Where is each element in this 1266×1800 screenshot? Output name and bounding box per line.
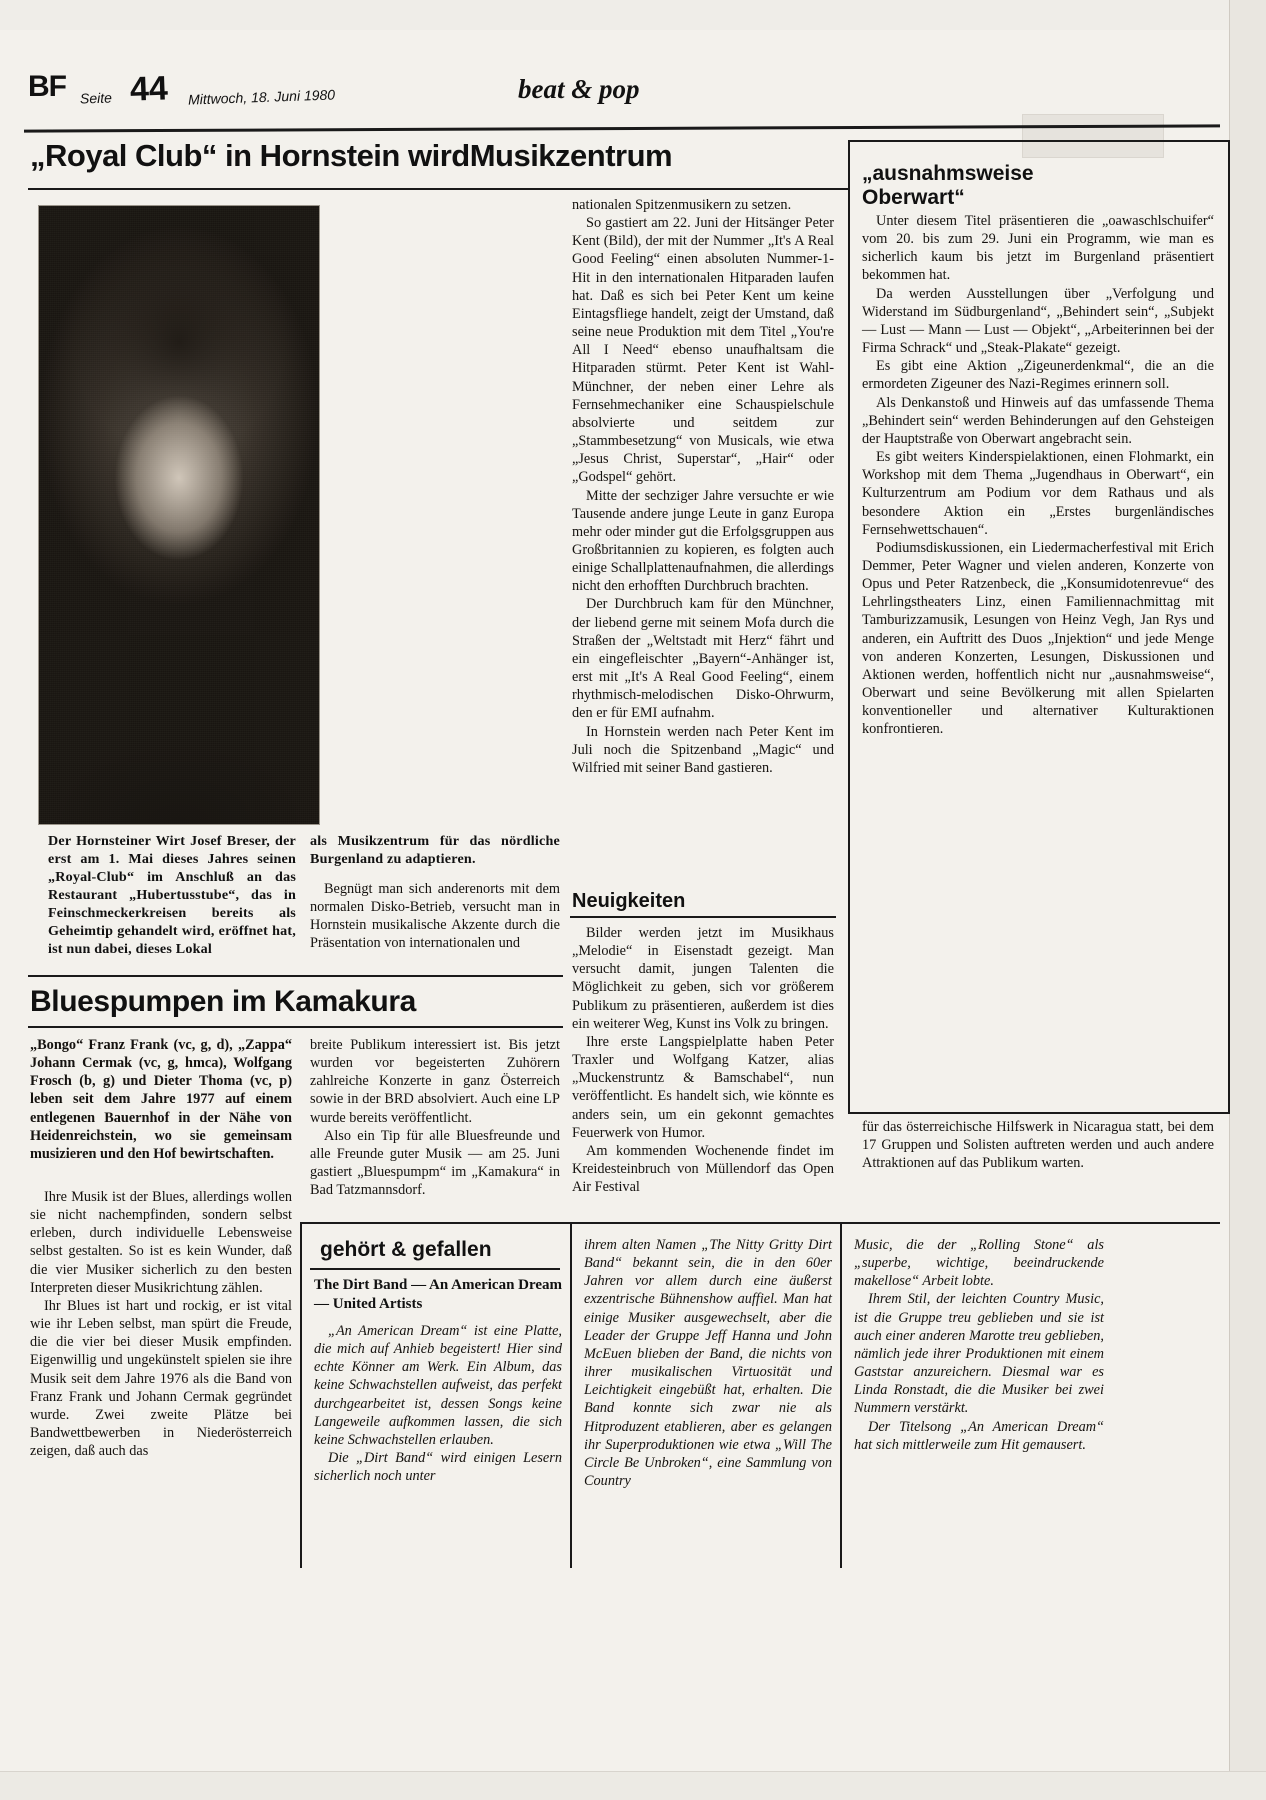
blues-col1-body [30,1188,292,1460]
page-right-margin [1229,0,1266,1800]
paragraph: Der Durchbruch kam für den Münchner, der liebend gerne mit seinem Mofa durch die Straßen der „Weltstadt mit Herz“ fährt und ein eingefleischter „Bayern“-Anhänger ist, erst mit „It's A Real Good Feeling“, einem rhythmisch-melodischen Disko-Ohrwurm, den er für EMI aufnahm. [572,596,834,722]
photo-grain-overlay [39,206,319,824]
paragraph: So gastiert am 22. Juni der Hitsänger Peter Kent (Bild), der mit der Nummer „It's A Real Good Feeling“ einen absoluten Nummer-1-Hit in den internationalen Hitparaden laufen hat. Daß es sich bei Peter Kent um keine Eintagsfliege handelt, zeigt der Umstand, daß seine neue Produktion mit dem Titel „You're All I Need“ ebenso unaufhaltsam die Hitparaden stürmt. Peter Kent ist Wahl-Münchner, der neben einer Lehre als Fernsehmechaniker eine Schauspielschule absolvierte und seitdem zur „Stammbesetzung“ von Musicals, wie etwa „Jesus Christ, Superstar“, „Hair“ oder „Godspel“ gehört. [572,215,834,486]
paragraph: ihrem alten Namen „The Nitty Gritty Dirt Band“ bekannt sein, die in den 60er Jahren vor allem durch eine äußerst exzentrische Bühnenshow auffiel. Man hat einige Musiker ausgewechselt, aber die Leader der Gruppe Jeff Hanna und John McEuen blieben der Band, die nichts von ihrer musikalischen Virtuosität und Leichtigkeit eingebüßt hat, erhalten. Die Band konnte sich zwar nie als Hitproduzent etablieren, aber es gelangen ihr Superproduktionen wie etwa „Will The Circle Be Unbroken“, eine Sammlung von Country [584,1237,832,1490]
paragraph: Die „Dirt Band“ wird einigen Lesern sicherlich noch unter [314,1450,562,1485]
main-article-col1 [310,880,560,953]
paragraph: Podiumsdiskussionen, ein Liedermacherfestival mit Erich Demmer, Peter Wagner und vielen anderen, Konzerte von Opus und Peter Ratzenbeck, die „Konsumidotenrevue“ des Lehrlingstheaters Linz, einen Familiennachmittag mit Tamburizzamusik, Lesungen von Heinz Vegh, Jan Rys und anderen, ein Auftritt des Duos „Injektion“ und jede Menge von anderen Konzerten, Lesungen, Diskussionen und Aktionen werden, hoffentlich nicht nur „ausnahmsweise“, Oberwart und seine Bevölkerung mit allen Spielarten konventioneller und alternativer Kulturaktionen konfrontieren. [862,539,1214,738]
review-col1 [314,1322,562,1485]
main-headline: „Royal Club“ in Hornstein wirdMusikzentrum [30,138,673,173]
review-divider-1 [570,1222,572,1568]
paragraph: Als Denkanstoß und Hinweis auf das umfassende Thema „Behindert sein“ werden Behinderungen auf den Gehsteigen der Hauptstraße von Oberwart angebracht sein. [862,394,1214,447]
paragraph: Da werden Ausstellungen über „Verfolgung und Widerstand im Südburgenland“, „Behindert sein“, „Subjekt — Lust — Mann — Lust — Objekt“, „Arbeiterinnen bei der Firma Schrack“ und „Steak-Plakate“ gezeigt. [862,285,1214,357]
paragraph: Ihre Musik ist der Blues, allerdings wollen sie nicht nachempfinden, sondern selbst erleben, durch individuelle Lebensweise selbst gestalten. So ist es kein Wunder, daß die vier Musiker sicherlich zu den besten Interpreten dieser Musikrichtung zählen. [30,1189,292,1296]
paragraph: In Hornstein werden nach Peter Kent im Juli noch die Spitzenband „Magic“ und Wilfried mit seiner Band gastieren. [572,723,834,776]
paragraph: Unter diesem Titel präsentieren die „oawaschlschuifer“ vom 20. bis zum 29. Juni ein Programm, wie man es sicherlich kaum bis jetzt im Burgenland präsentiert bekommen hat. [862,213,1214,284]
neuigkeiten-headline: Neuigkeiten [572,890,686,912]
oberwart-headline: „ausnahmsweise Oberwart“ [862,162,1034,209]
blues-headline-rule-top [28,975,563,977]
page-top-margin [0,0,1266,30]
oberwart-body [862,212,1214,739]
review-title-rule [310,1268,560,1270]
paragraph: Der Titelsong „An American Dream“ hat sich mittlerweile zum Hit gemausert. [854,1418,1104,1453]
paragraph: Es gibt eine Aktion „Zigeunerdenkmal“, die an die ermordeten Zigeuner des Nazi-Regimes erinnern soll. [862,358,1214,393]
paragraph: Begnügt man sich anderenorts mit dem normalen Disko-Betrieb, versucht man in Hornstein musikalische Akzente durch die Präsentation von internationalen und [310,881,560,952]
blues-col1-lead [30,1036,292,1163]
blues-col2 [310,1036,560,1199]
review-col2 [584,1236,832,1490]
photo-caption-part1: Der Hornsteiner Wirt Josef Breser, der erst am 1. Mai dieses Jahres seinen „Royal-Club“ im Anschluß an das Restaurant „Hubertusstube“, das in Feinschmeckerkreisen bereits als Geheimtip gehandelt wird, eröffnet hat, ist nun dabei, dieses Lokal [48,833,296,958]
paragraph: Es gibt weiters Kinderspielaktionen, einen Flohmarkt, ein Workshop mit dem Thema „Jugendhaus in Oberwart“, ein Kulturzentrum am Podium vor dem Rathaus und als besondere Aktion ein „Erstes burgenländisches Fernsehwettschauen“. [862,449,1214,538]
page-bottom-margin [0,1771,1266,1800]
publication-logo: BF [28,70,66,103]
paragraph: „Bongo“ Franz Frank (vc, g, d), „Zappa“ Johann Cermak (vc, g, hmca), Wolfgang Frosch (b, g) und Dieter Thoma (vc, p) leben seit dem Jahre 1977 auf einem entlegenen Bauernhof in der Nähe von Heidenreichstein, wo sie gemeinsam musizieren und den Hof bewirtschaften. [30,1037,292,1162]
headline-underline [28,188,848,190]
paragraph: Mitte der sechziger Jahre versuchte er wie Tausende andere junge Leute in ganz Europa mehr oder minder gut die Erfolgsgruppen aus Großbritannien zu kopieren, es folgten auch einige Schallplattenaufnahmen, die allerdings nicht den erhofften Durchbruch brachten. [572,487,834,595]
main-article-col2 [572,196,834,777]
paragraph: Ihr Blues ist hart und rockig, er ist vital wie ihr Leben selbst, man spürt die Freude, die die vier bei dieser Musik empfinden. Eigenwillig und ungekünstelt spielen sie ihre Musik seit dem Jahre 1976 als die Band von Franz Frank und Johann Cermak gegründet wurde. Zwei zweite Plätze bei Bandwettbewerben in Niederösterreich zeigen, daß auch das [30,1297,292,1460]
paragraph: Ihrem Stil, der leichten Country Music, ist die Gruppe treu geblieben und sie ist auch einer anderen Marotte treu geblieben, nämlich jede ihrer Produktionen mit einem Gaststar anzureichern. Diesmal war es Linda Ronstadt, die die Musiker bei zwei Nummern verstärkt. [854,1291,1104,1417]
paragraph: Am kommenden Wochenende findet im Kreidesteinbruch von Müllendorf das Open Air Festival [572,1142,834,1196]
blues-headline: Bluespumpen im Kamakura [30,985,416,1018]
masthead [28,62,1218,124]
neuigkeiten-body [572,924,834,1196]
review-box-left-rule [300,1222,302,1568]
neuigkeiten-rule [570,916,836,918]
paragraph: breite Publikum interessiert ist. Bis jetzt wurden vor begeisterten Zuhörern zahlreiche Konzerte in ganz Österreich sowie in der BRD absolviert. Auch eine LP wurde bereits veröffentlicht. [310,1037,560,1126]
blues-headline-rule-bottom [28,1026,563,1028]
paragraph: Bilder werden jetzt im Musikhaus „Melodie“ in Eisenstadt gezeigt. Man versucht damit, jungen Talenten die Möglichkeit zu geben, sich vor größerem Publikum zu präsentieren, außerdem ist dies ein weiterer Weg, Kunst ins Volk zu bringen. [572,925,834,1032]
review-section-title: gehört & gefallen [320,1238,492,1261]
review-album-title: The Dirt Band — An American Dream — United Artists [314,1277,563,1312]
paragraph: nationalen Spitzenmusikern zu setzen. [572,197,792,213]
paragraph: Ihre erste Langspielplatte haben Peter Traxler und Wolfgang Katzer, alias „Muckenstruntz & Bamschabel“, nun veröffentlicht. Es handelt sich, wie könnte es anders sein, um ein gekonnt gemachtes Feuerwerk von Humor. [572,1033,834,1141]
review-divider-2 [840,1222,842,1568]
oberwart-continuation [862,1118,1214,1172]
paragraph: „An American Dream“ ist eine Platte, die mich auf Anhieb begeistert! Hier sind echte Könner am Werk. Ein Album, das keine Schwachstellen aufweist, das perfekt durchgearbeitet ist, dessen Songs keine Langeweile aufkommen lassen, die sich keine Schwachstellen erlauben. [314,1323,562,1448]
page-number: 44 [129,69,169,109]
article-photo [38,205,320,825]
review-col3 [854,1236,1104,1454]
review-box-top-rule [300,1222,1220,1224]
issue-date: Mittwoch, 18. Juni 1980 [187,86,336,108]
paragraph: für das österreichische Hilfswerk in Nicaragua statt, bei dem 17 Gruppen und Solisten auftreten werden und auch andere Attraktionen auf das Publikum warten. [862,1119,1214,1172]
page-label: Seite [79,89,113,107]
photo-caption-part2: als Musikzentrum für das nördliche Burgenland zu adaptieren. [310,833,560,868]
section-title: beat & pop [518,74,640,104]
paragraph: Music, die der „Rolling Stone“ als „superbe, wichtige, beeindruckende makellose“ Arbeit lobte. [854,1237,1104,1290]
paragraph: Also ein Tip für alle Bluesfreunde und alle Freunde guter Musik — am 25. Juni gastiert „Bluespumpm“ im „Kamakura“ in Bad Tatzmannsdorf. [310,1127,560,1199]
